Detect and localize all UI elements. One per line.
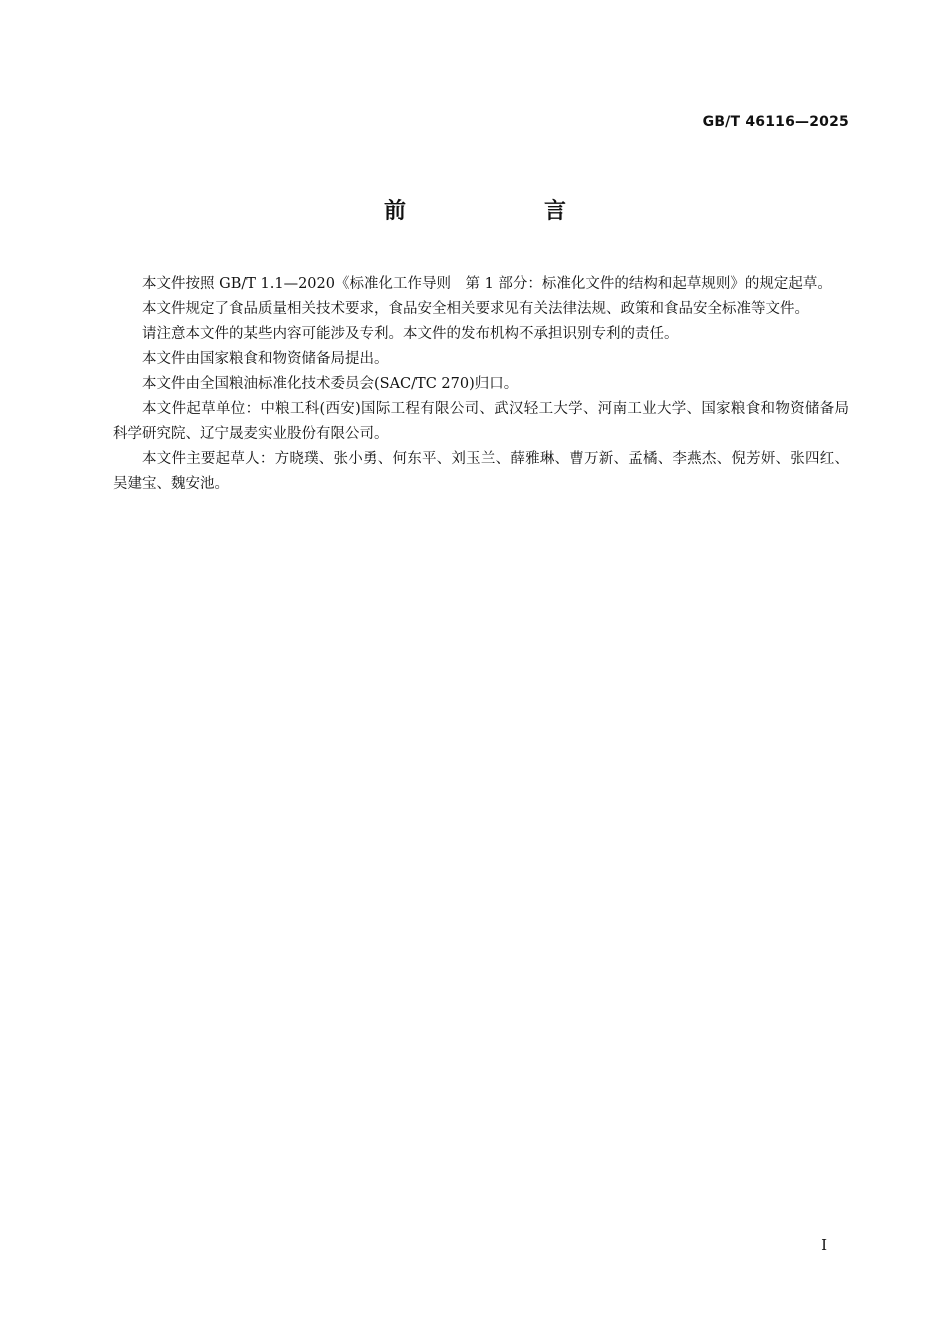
page-title: 前 言 — [383, 199, 624, 224]
standard-code: GB/T 46116—2025 — [702, 114, 849, 130]
paragraph-drafters: 本文件主要起草人：方晓璞、张小勇、何东平、刘玉兰、薛雅琳、曹万新、孟橘、李燕杰、倪芳妍、张四红、吴建宝、魏安池。 — [113, 451, 849, 492]
paragraph-scope: 本文件规定了食品质量相关技术要求，食品安全相关要求见有关法律法规、政策和食品安全标准等文件。 — [142, 301, 809, 317]
paragraph-patent-notice: 请注意本文件的某些内容可能涉及专利。本文件的发布机构不承担识别专利的责任。 — [142, 326, 679, 342]
paragraph-proposed-by: 本文件由国家粮食和物资储备局提出。 — [142, 351, 389, 367]
paragraph-managed-by: 本文件由全国粮油标准化技术委员会(SAC/TC 270)归口。 — [142, 376, 519, 392]
paragraph-drafting-rules: 本文件按照 GB/T 1.1—2020《标准化工作导则 第 1 部分：标准化文件的结构和起草规则》的规定起草。 — [142, 276, 832, 292]
preface-body — [113, 272, 849, 497]
paragraph-drafting-units: 本文件起草单位：中粮工科(西安)国际工程有限公司、武汉轻工大学、河南工业大学、国家粮食和物资储备局科学研究院、辽宁晟麦实业股份有限公司。 — [113, 401, 849, 442]
page-number: I — [821, 1236, 827, 1254]
